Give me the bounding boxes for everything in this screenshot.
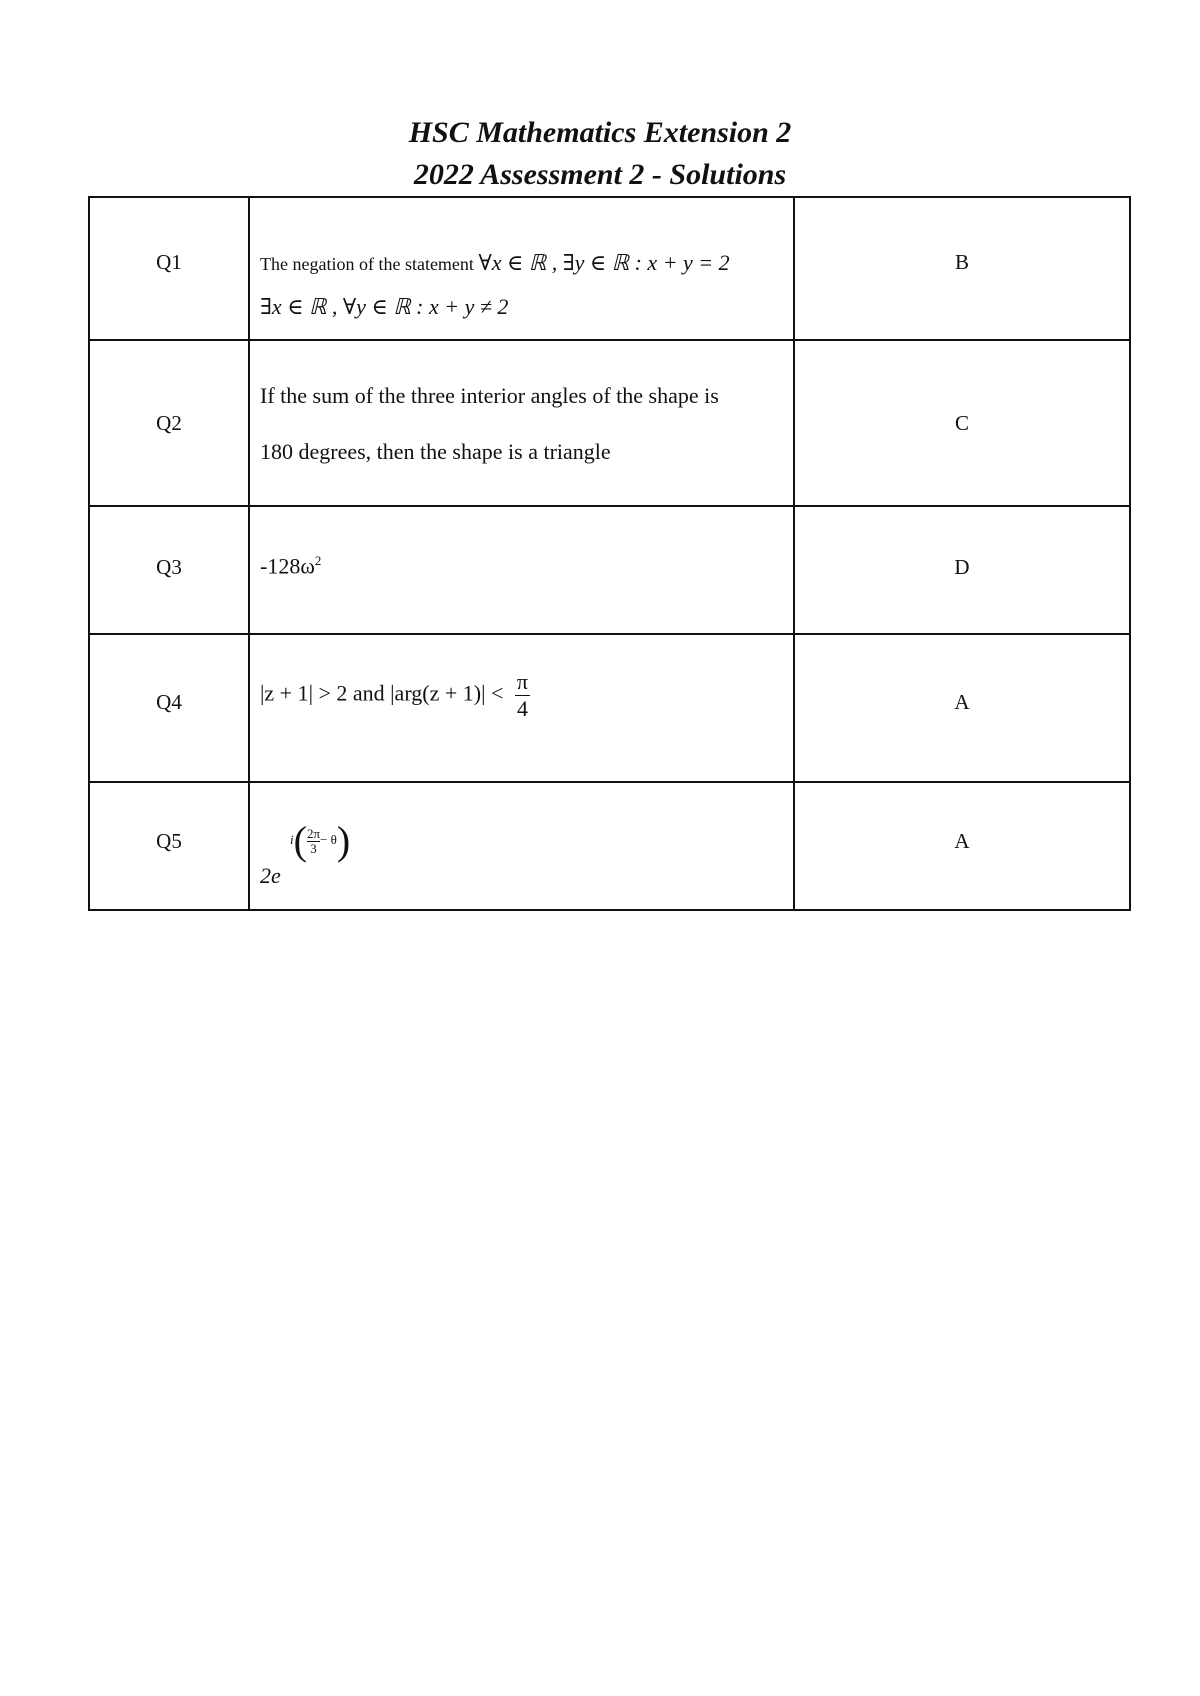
exponent-fraction	[307, 827, 320, 855]
answer-letter: A	[954, 690, 970, 714]
answer-cell	[794, 634, 1130, 782]
solution-math: ∀x ∈ ℝ , ∃y ∈ ℝ : x + y = 2	[478, 250, 730, 275]
solution-math: ∃x ∈ ℝ , ∀y ∈ ℝ : x + y ≠ 2	[260, 294, 509, 319]
solution-cell	[249, 782, 794, 910]
answer-letter: D	[954, 555, 970, 579]
question-cell	[89, 197, 249, 340]
solution-cell	[249, 634, 794, 782]
solution-inequality: |z + 1| > 2 and |arg(z + 1)| <	[260, 680, 504, 706]
answer-letter: C	[954, 411, 969, 435]
answer-cell	[794, 782, 1130, 910]
question-number: Q3	[156, 555, 182, 579]
exponent-i: i	[290, 831, 294, 847]
solution-math	[260, 818, 787, 888]
solution-base: -128ω	[260, 553, 315, 579]
page-subtitle: 2022 Assessment 2 - Solutions	[413, 158, 787, 191]
answer-cell	[794, 197, 1130, 340]
exponent	[290, 818, 351, 863]
solution-power: 2	[314, 553, 322, 568]
solution-text: The negation of the statement	[260, 254, 474, 274]
fraction-numerator: π	[516, 669, 528, 694]
question-number: Q5	[156, 829, 182, 853]
question-cell	[89, 506, 249, 634]
question-number: Q4	[156, 690, 182, 714]
fraction-denominator: 4	[516, 696, 528, 721]
page-title: HSC Mathematics Extension 2	[408, 116, 792, 149]
solution-math	[260, 671, 787, 720]
solution-cell	[249, 197, 794, 340]
solutions-table	[88, 196, 1131, 911]
exponent-rest: − θ	[320, 831, 337, 847]
exponent-denominator: 3	[310, 841, 317, 856]
solution-cell	[249, 506, 794, 634]
table-row	[89, 197, 1130, 340]
right-paren: )	[336, 818, 351, 863]
table-row	[89, 782, 1130, 910]
question-cell	[89, 634, 249, 782]
solution-cell	[249, 340, 794, 506]
exponent-numerator: 2π	[306, 826, 321, 841]
answer-cell	[794, 506, 1130, 634]
solution-text: 180 degrees, then the shape is a triangle	[260, 439, 611, 464]
solution-text: If the sum of the three interior angles of the shape is	[260, 383, 719, 408]
answer-letter: B	[954, 250, 969, 274]
answer-cell	[794, 340, 1130, 506]
fraction	[515, 671, 530, 720]
solution-math	[260, 553, 787, 579]
solution-base: 2e	[260, 863, 281, 888]
solution-line	[260, 250, 787, 276]
table-row	[89, 506, 1130, 634]
table-row	[89, 634, 1130, 782]
question-number: Q1	[156, 250, 182, 274]
question-number: Q2	[156, 411, 182, 435]
left-paren: (	[293, 818, 307, 863]
table-row	[89, 340, 1130, 506]
question-cell	[89, 782, 249, 910]
answer-letter: A	[954, 829, 970, 853]
question-cell	[89, 340, 249, 506]
